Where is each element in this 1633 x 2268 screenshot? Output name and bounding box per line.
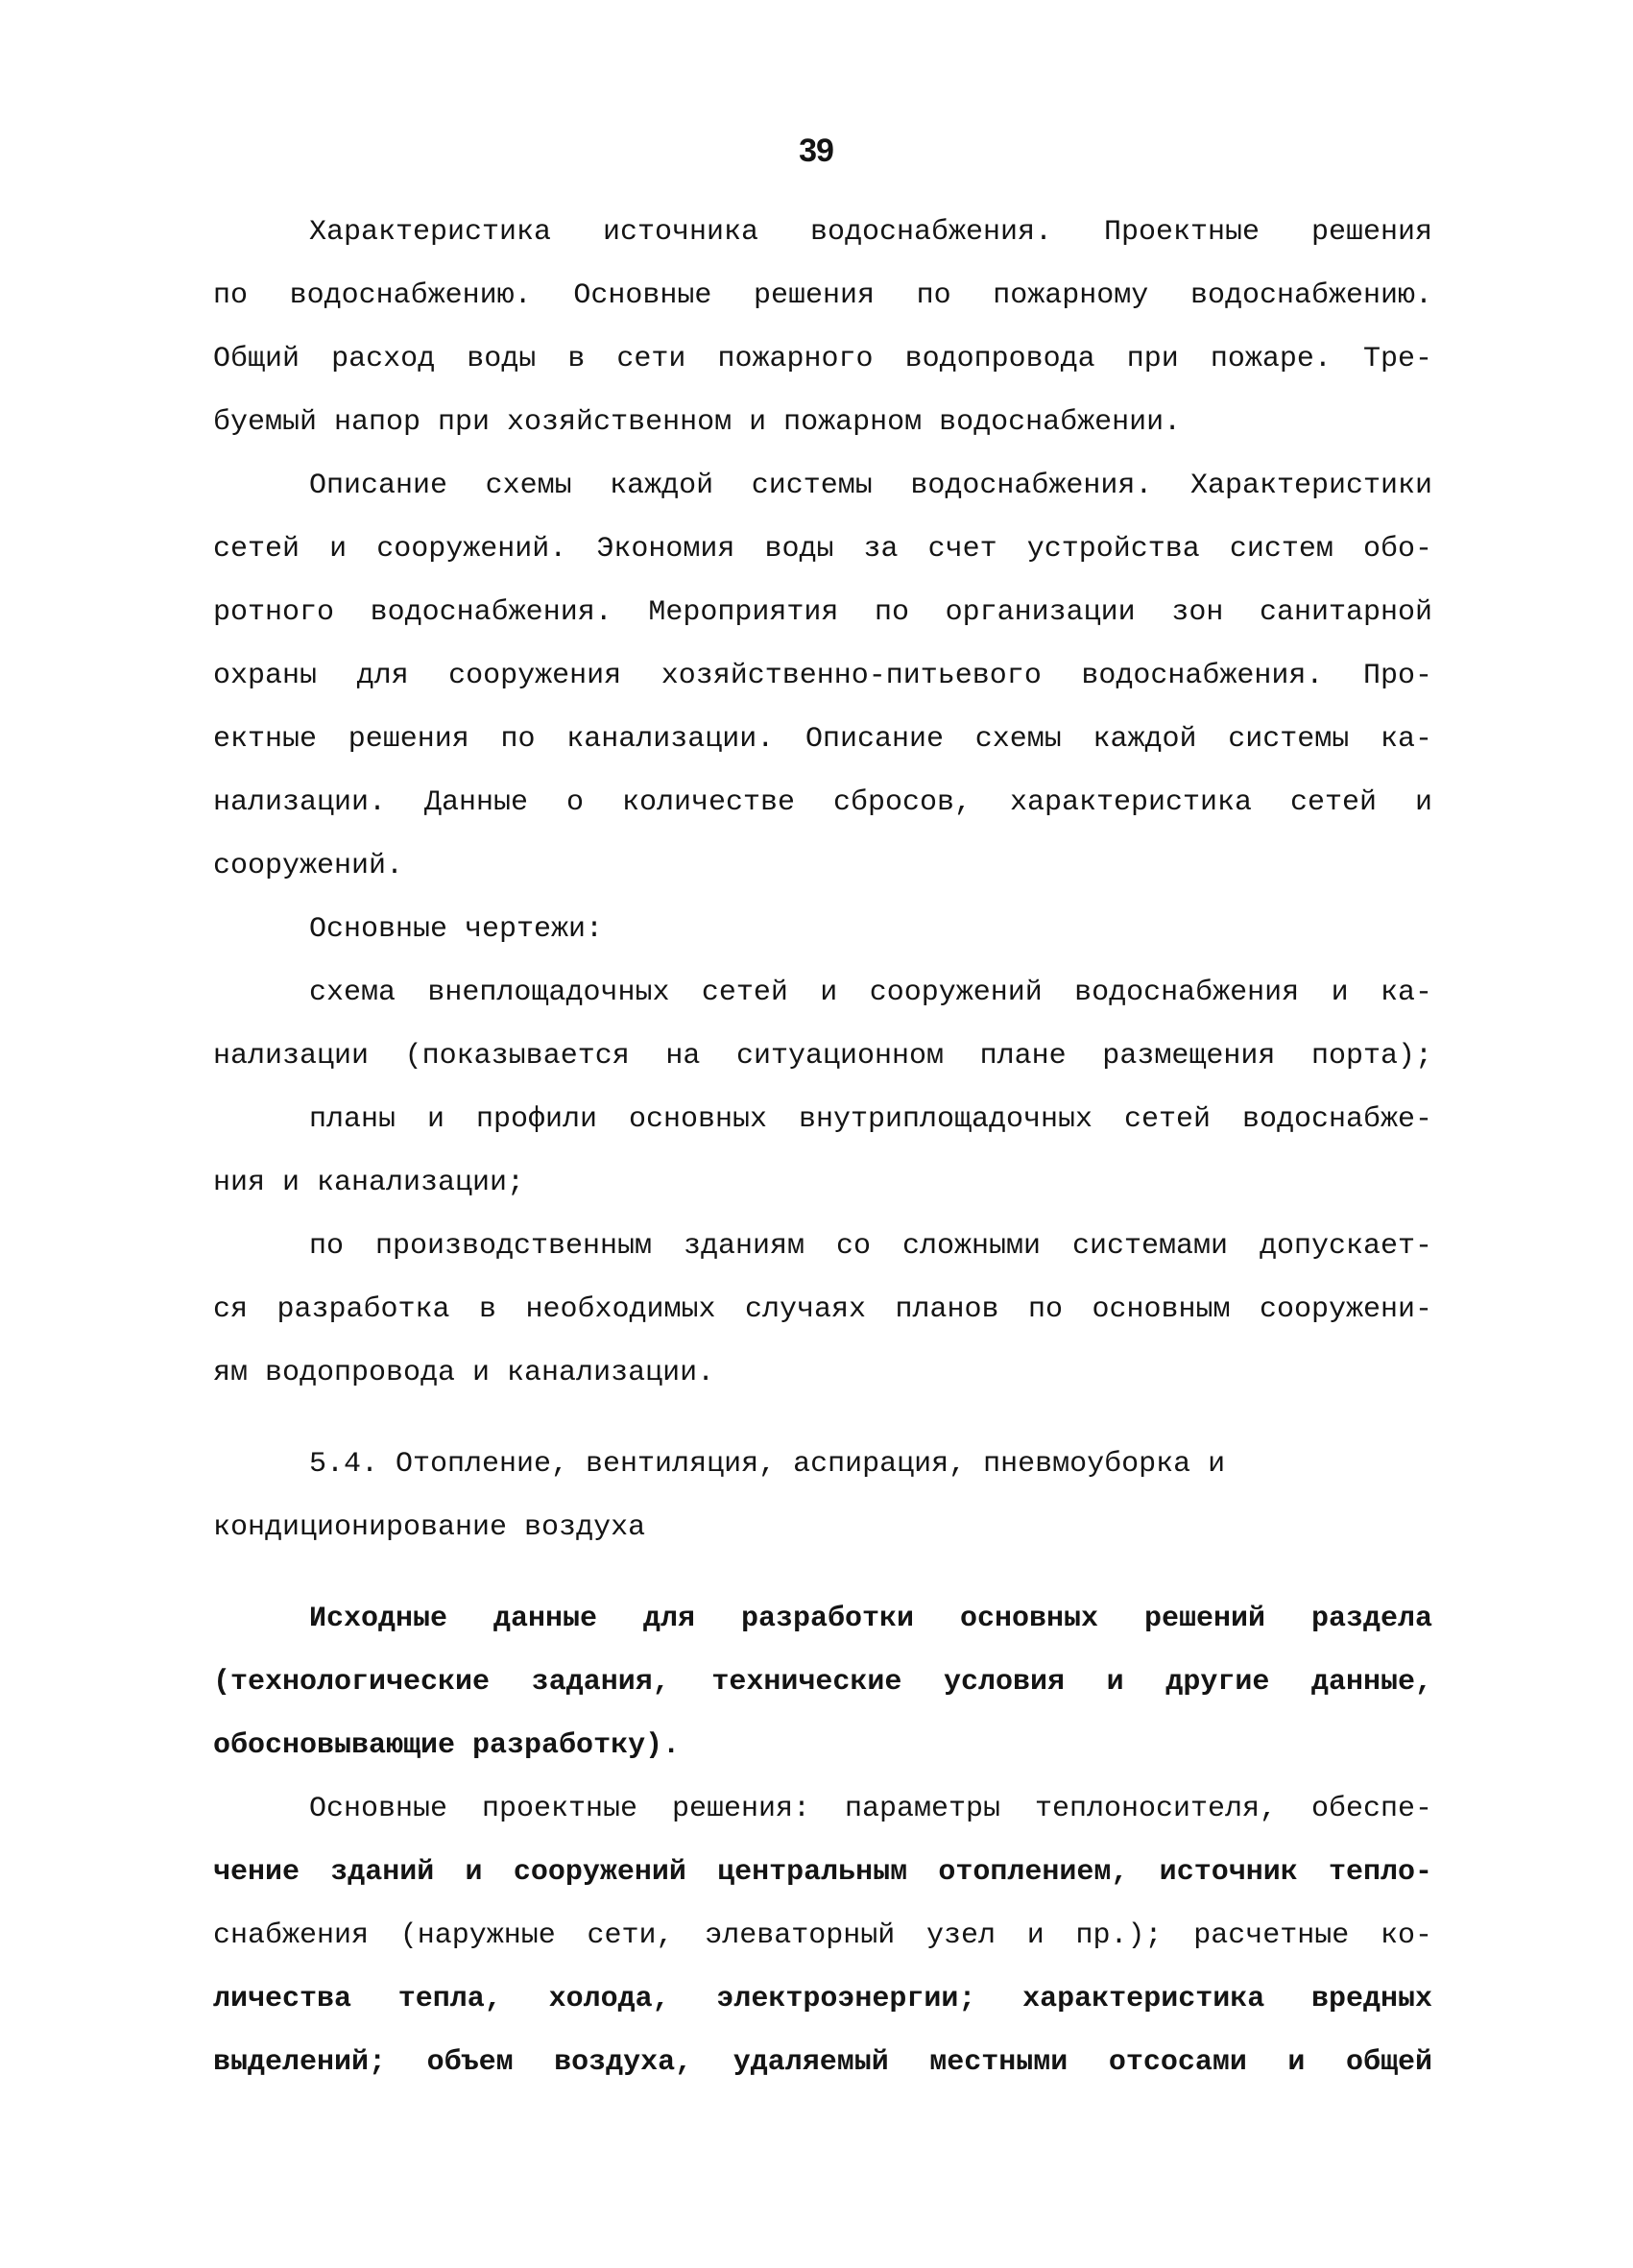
text-line: нализации. Данные о количестве сбросов, характеристика сетей и bbox=[213, 786, 1432, 819]
text-line: сооружений. bbox=[213, 850, 404, 882]
page-number: 39 bbox=[799, 133, 833, 169]
text-line: Исходные данные для разработки основных решений раздела bbox=[309, 1603, 1432, 1635]
text-line: ям водопровода и канализации. bbox=[213, 1357, 715, 1389]
text-line: Основные проектные решения: параметры теплоносителя, обеспе- bbox=[309, 1793, 1432, 1825]
text-line: личества тепла, холода, электроэнергии; характеристика вредных bbox=[213, 1983, 1432, 2015]
text-line: ектные решения по канализации. Описание схемы каждой системы ка- bbox=[213, 723, 1432, 756]
text-line: Общий расход воды в сети пожарного водопровода при пожаре. Тре- bbox=[213, 343, 1432, 375]
text-line: нализации (показывается на ситуационном плане размещения порта); bbox=[213, 1040, 1432, 1073]
section-heading: кондиционирование воздуха bbox=[213, 1511, 646, 1544]
text-line: Описание схемы каждой системы водоснабжения. Характеристики bbox=[309, 470, 1432, 502]
section-heading: 5.4. Отопление, вентиляция, аспирация, пневмоуборка и bbox=[309, 1448, 1226, 1481]
text-line: схема внеплощадочных сетей и сооружений водоснабжения и ка- bbox=[309, 977, 1432, 1009]
text-line: ротного водоснабжения. Мероприятия по организации зон санитарной bbox=[213, 596, 1432, 629]
text-line: обосновывающие разработку). bbox=[213, 1729, 681, 1762]
text-line: охраны для сооружения хозяйственно-питьевого водоснабжения. Про- bbox=[213, 660, 1432, 692]
text-line: чение зданий и сооружений центральным отоплением, источник тепло- bbox=[213, 1856, 1432, 1889]
text-line: по водоснабжению. Основные решения по пожарному водоснабжению. bbox=[213, 279, 1432, 312]
text-line: буемый напор при хозяйственном и пожарном водоснабжении. bbox=[213, 406, 1182, 439]
text-line: сетей и сооружений. Экономия воды за счет устройства систем обо- bbox=[213, 533, 1432, 566]
text-line: Основные чертежи: bbox=[309, 913, 604, 946]
text-line: выделений; объем воздуха, удаляемый местными отсосами и общей bbox=[213, 2046, 1432, 2079]
text-line: Характеристика источника водоснабжения. Проектные решения bbox=[309, 216, 1432, 249]
text-line: ся разработка в необходимых случаях планов по основным сооружени- bbox=[213, 1293, 1432, 1326]
text-line: (технологические задания, технические условия и другие данные, bbox=[213, 1666, 1432, 1699]
text-line: по производственным зданиям со сложными системами допускает- bbox=[309, 1230, 1432, 1263]
text-line: ния и канализации; bbox=[213, 1167, 525, 1199]
text-line: планы и профили основных внутриплощадочных сетей водоснабже- bbox=[309, 1103, 1432, 1136]
text-line: снабжения (наружные сети, элеваторный узел и пр.); расчетные ко- bbox=[213, 1919, 1432, 1952]
